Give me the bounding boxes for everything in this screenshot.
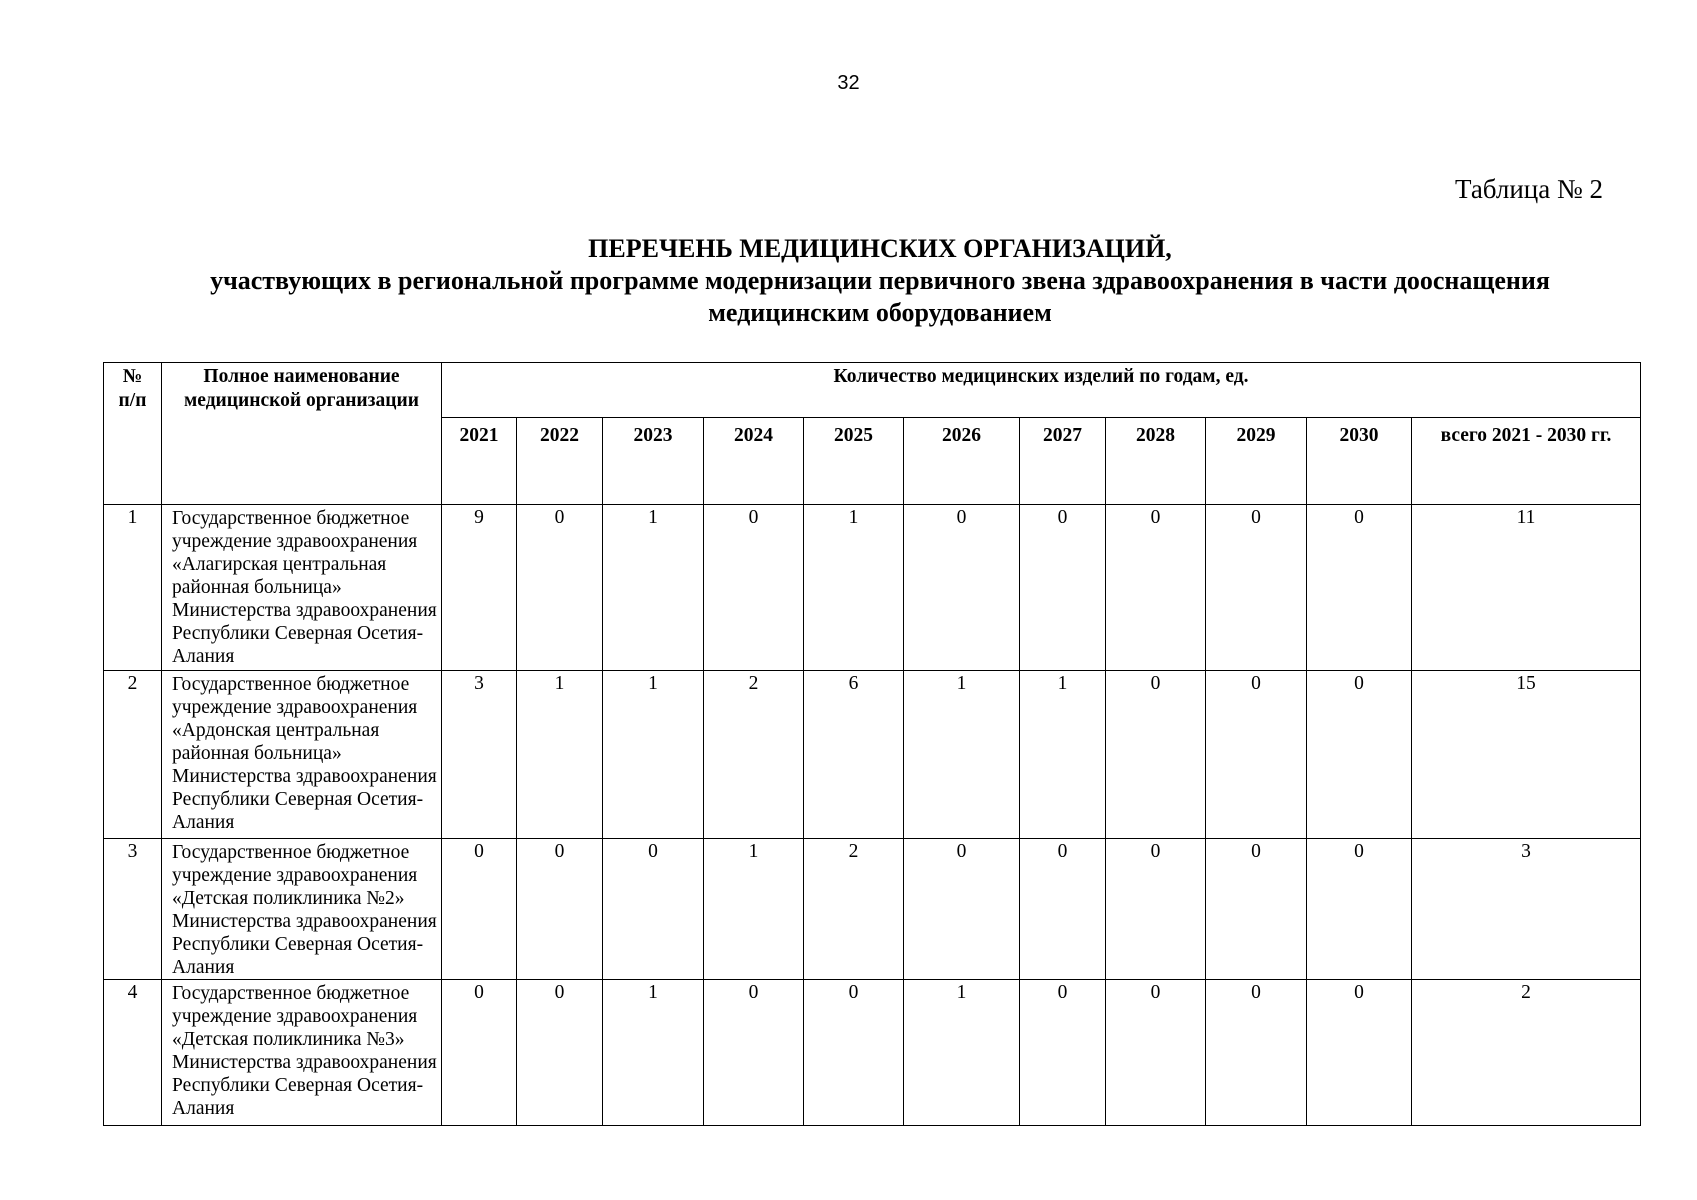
year-value-cell: 1 — [904, 980, 1020, 1126]
year-value-cell: 0 — [1106, 505, 1206, 671]
header-year: 2025 — [804, 418, 904, 505]
page-number: 32 — [837, 72, 860, 94]
header-year: 2026 — [904, 418, 1020, 505]
year-value-cell: 0 — [1206, 980, 1307, 1126]
header-year: 2023 — [603, 418, 704, 505]
year-value-cell: 0 — [517, 839, 603, 980]
title-line-1: ПЕРЕЧЕНЬ МЕДИЦИНСКИХ ОРГАНИЗАЦИЙ, — [588, 234, 1172, 263]
year-value-cell: 0 — [1106, 980, 1206, 1126]
year-value-cell: 0 — [517, 980, 603, 1126]
year-value-cell: 0 — [904, 505, 1020, 671]
year-value-cell: 1 — [1020, 671, 1106, 839]
year-value-cell: 6 — [804, 671, 904, 839]
year-value-cell: 0 — [1106, 839, 1206, 980]
row-number: 2 — [104, 671, 162, 839]
row-number: 3 — [104, 839, 162, 980]
organization-name: Государственное бюджетное учреждение здравоохранения «Детская поликлиника №3» Министерства здравоохранения Республики Северная Осетия-Алания — [162, 980, 442, 1126]
row-number: 4 — [104, 980, 162, 1126]
year-value-cell: 0 — [1206, 671, 1307, 839]
year-value-cell: 0 — [1106, 671, 1206, 839]
year-value-cell: 0 — [603, 839, 704, 980]
table-label: Таблица № 2 — [1455, 174, 1603, 204]
header-row-top — [104, 363, 1641, 418]
year-value-cell: 0 — [804, 980, 904, 1126]
header-year: 2024 — [704, 418, 804, 505]
year-value-cell: 1 — [603, 980, 704, 1126]
year-value-cell: 1 — [517, 671, 603, 839]
header-total: всего 2021 - 2030 гг. — [1412, 418, 1641, 505]
title-line-3: медицинским оборудованием — [708, 298, 1052, 327]
year-value-cell: 0 — [1020, 505, 1106, 671]
organizations-table — [103, 362, 1641, 1126]
year-value-cell: 0 — [1307, 839, 1412, 980]
header-year: 2028 — [1106, 418, 1206, 505]
year-value-cell: 1 — [603, 671, 704, 839]
header-num: № п/п — [104, 363, 162, 505]
header-year: 2030 — [1307, 418, 1412, 505]
header-count: Количество медицинских изделий по годам, ед. — [442, 363, 1641, 418]
year-value-cell: 0 — [1307, 980, 1412, 1126]
year-value-cell: 0 — [517, 505, 603, 671]
year-value-cell: 0 — [1307, 505, 1412, 671]
total-cell: 3 — [1412, 839, 1641, 980]
year-value-cell: 0 — [704, 980, 804, 1126]
table-row — [104, 671, 1641, 839]
total-cell: 11 — [1412, 505, 1641, 671]
table-row — [104, 839, 1641, 980]
organization-name: Государственное бюджетное учреждение здравоохранения «Ардонская центральная районная больница» Министерства здравоохранения Республики Северная Осетия-Алания — [162, 671, 442, 839]
year-value-cell: 0 — [1020, 839, 1106, 980]
total-cell: 2 — [1412, 980, 1641, 1126]
table-body — [104, 505, 1641, 1126]
header-year: 2021 — [442, 418, 517, 505]
header-year: 2029 — [1206, 418, 1307, 505]
year-value-cell: 1 — [603, 505, 704, 671]
year-value-cell: 0 — [704, 505, 804, 671]
year-value-cell: 1 — [704, 839, 804, 980]
year-value-cell: 2 — [704, 671, 804, 839]
year-value-cell: 0 — [442, 839, 517, 980]
header-year: 2022 — [517, 418, 603, 505]
organization-name: Государственное бюджетное учреждение здравоохранения «Детская поликлиника №2» Министерства здравоохранения Республики Северная Осетия-Алания — [162, 839, 442, 980]
document-title — [100, 233, 1660, 329]
year-value-cell: 0 — [1307, 671, 1412, 839]
header-year: 2027 — [1020, 418, 1106, 505]
year-value-cell: 9 — [442, 505, 517, 671]
year-value-cell: 0 — [1206, 839, 1307, 980]
year-value-cell: 0 — [1206, 505, 1307, 671]
title-line-2: участвующих в региональной программе модернизации первичного звена здравоохранения в части дооснащения — [210, 266, 1550, 295]
table-row — [104, 505, 1641, 671]
year-value-cell: 0 — [1020, 980, 1106, 1126]
year-value-cell: 3 — [442, 671, 517, 839]
table-row — [104, 980, 1641, 1126]
year-value-cell: 1 — [804, 505, 904, 671]
year-value-cell: 1 — [904, 671, 1020, 839]
total-cell: 15 — [1412, 671, 1641, 839]
organization-name: Государственное бюджетное учреждение здравоохранения «Алагирская центральная районная больница» Министерства здравоохранения Республики Северная Осетия-Алания — [162, 505, 442, 671]
header-name: Полное наименование медицинской организации — [162, 363, 442, 505]
year-value-cell: 0 — [904, 839, 1020, 980]
year-value-cell: 0 — [442, 980, 517, 1126]
row-number: 1 — [104, 505, 162, 671]
year-value-cell: 2 — [804, 839, 904, 980]
